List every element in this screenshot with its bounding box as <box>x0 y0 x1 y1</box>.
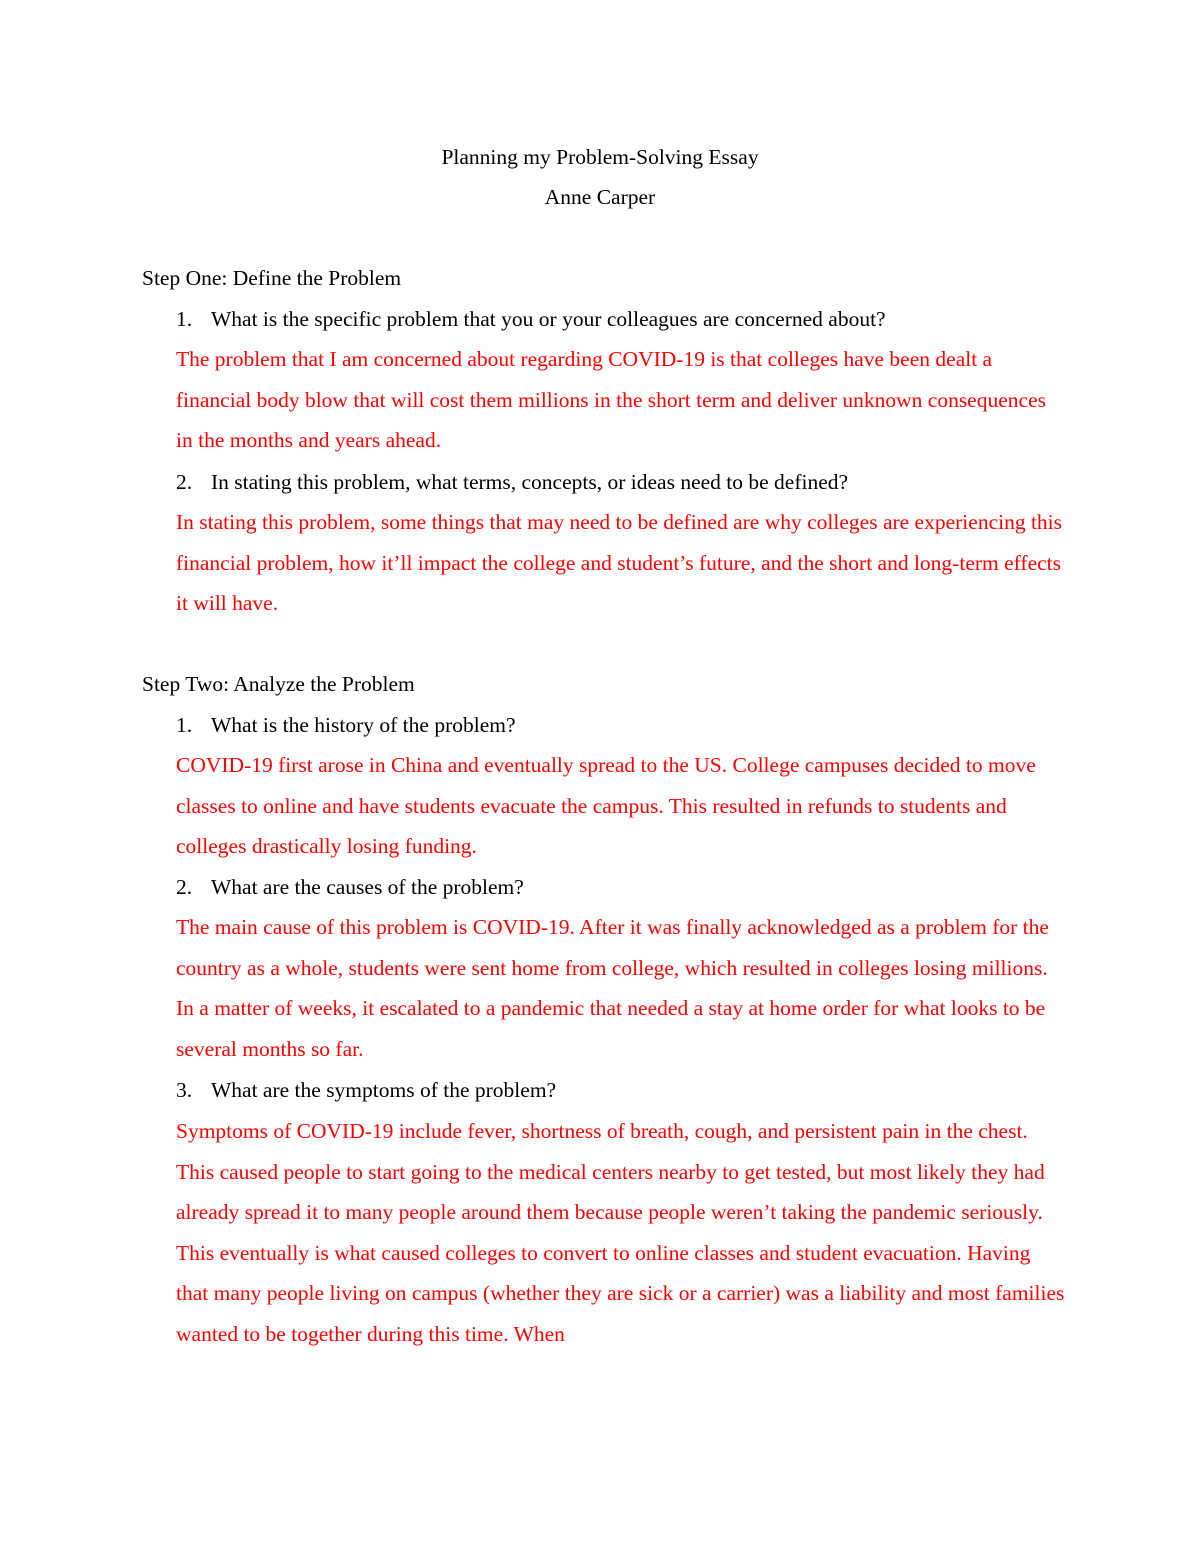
step-two-answer-3: Symptoms of COVID-19 include fever, shortness of breath, cough, and persistent pain in the chest. This caused people to start going to the medical centers nearby to get tested, but most likely they had already spread it to many people around them because people weren’t taking the pandemic seriously. This eventually is what caused colleges to convert to online classes and student evacuation. Having that many people living on campus (whether they are sick or a carrier) was a liability and most families wanted to be together during this time. When <box>176 1119 1065 1346</box>
step-one-answer-2: In stating this problem, some things that may need to be defined are why colleges are experiencing this financial problem, how it’ll impact the college and student’s future, and the short and long-term effects it will have. <box>176 510 1063 616</box>
step-two-heading: Step Two: Analyze the Problem <box>142 672 415 696</box>
question-text: What are the symptoms of the problem? <box>211 1078 557 1102</box>
question-text: What is the history of the problem? <box>211 713 516 737</box>
question-text: What is the specific problem that you or your colleagues are concerned about? <box>211 307 886 331</box>
question-number: 2. <box>176 875 193 899</box>
step-one-answer-1: The problem that I am concerned about regarding COVID-19 is that colleges have been dealt a financial body blow that will cost them millions in the short term and deliver unknown consequences in the months and years ahead. <box>176 347 1046 453</box>
question-text: What are the causes of the problem? <box>211 875 524 899</box>
step-two-question-1 <box>176 705 1066 746</box>
step-one-heading: Step One: Define the Problem <box>142 266 402 290</box>
step-two-answer-2: The main cause of this problem is COVID-19. After it was finally acknowledged as a problem for the country as a whole, students were sent home from college, which resulted in colleges losing millions. In a matter of weeks, it escalated to a pandemic that needed a stay at home order for what looks to be several months so far. <box>176 915 1049 1061</box>
step-two-question-3 <box>176 1070 1066 1111</box>
document-title: Planning my Problem-Solving Essay <box>441 145 759 169</box>
question-number: 3. <box>176 1078 193 1102</box>
question-number: 1. <box>176 713 193 737</box>
step-one-question-2 <box>176 462 1066 503</box>
step-two-question-2 <box>176 867 1066 908</box>
question-number: 1. <box>176 307 193 331</box>
step-one-question-1 <box>176 299 1066 340</box>
step-two-answer-1: COVID-19 first arose in China and eventually spread to the US. College campuses decided to move classes to online and have students evacuate the campus. This resulted in refunds to students and colleges drastically losing funding. <box>176 753 1036 859</box>
question-text: In stating this problem, what terms, concepts, or ideas need to be defined? <box>211 470 849 494</box>
document-author: Anne Carper <box>544 185 656 209</box>
question-number: 2. <box>176 470 193 494</box>
